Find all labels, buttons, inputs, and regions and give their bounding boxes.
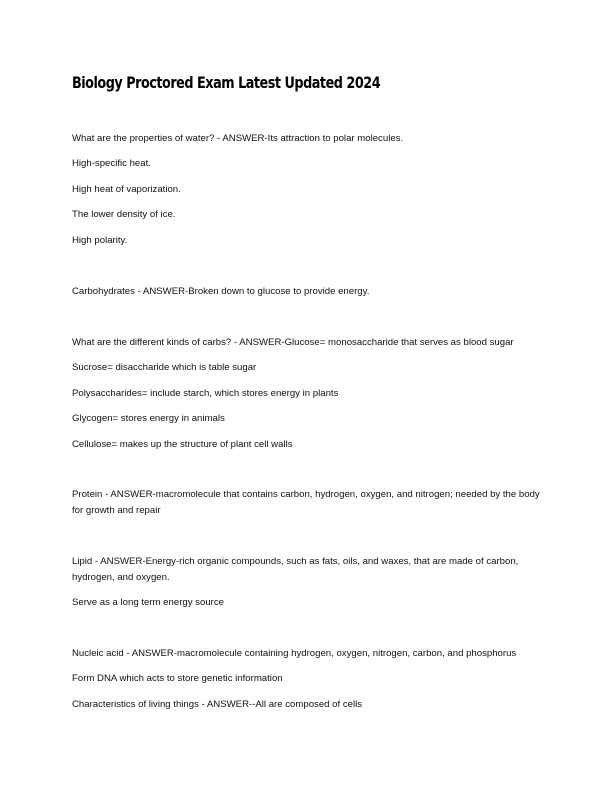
qa-line: High heat of vaporization. bbox=[72, 184, 181, 195]
qa-line: High-specific heat. bbox=[72, 158, 151, 169]
qa-line: Serve as a long term energy source bbox=[72, 597, 224, 608]
document-title: Biology Proctored Exam Latest Updated 2024 bbox=[72, 73, 381, 92]
qa-line-protein: Protein - ANSWER-macromolecule that contains carbon, hydrogen, oxygen, and nitrogen; needed by the body for growth and repair bbox=[72, 489, 540, 516]
qa-line-nucleic-acid: Nucleic acid - ANSWER-macromolecule containing hydrogen, oxygen, nitrogen, carbon, and phosphorus bbox=[72, 648, 517, 659]
qa-line: Sucrose= disaccharide which is table sugar bbox=[72, 362, 257, 373]
qa-line-water-properties: What are the properties of water? - ANSWER-Its attraction to polar molecules. bbox=[72, 133, 404, 144]
qa-line-living-things: Characteristics of living things - ANSWER--All are composed of cells bbox=[72, 699, 363, 710]
qa-line: The lower density of ice. bbox=[72, 209, 176, 220]
qa-line: Cellulose= makes up the structure of plant cell walls bbox=[72, 439, 293, 450]
qa-line: Glycogen= stores energy in animals bbox=[72, 413, 225, 424]
qa-line: Polysaccharides= include starch, which stores energy in plants bbox=[72, 388, 339, 399]
qa-line: Form DNA which acts to store genetic information bbox=[72, 673, 283, 684]
qa-line: High polarity. bbox=[72, 235, 128, 246]
qa-line-carbohydrates: Carbohydrates - ANSWER-Broken down to glucose to provide energy. bbox=[72, 286, 370, 297]
qa-line-lipid: Lipid - ANSWER-Energy-rich organic compounds, such as fats, oils, and waxes, that are made of carbon, hydrogen, and oxygen. bbox=[72, 556, 519, 583]
qa-line-kinds-of-carbs: What are the different kinds of carbs? - ANSWER-Glucose= monosaccharide that serves as blood sugar bbox=[72, 337, 514, 348]
